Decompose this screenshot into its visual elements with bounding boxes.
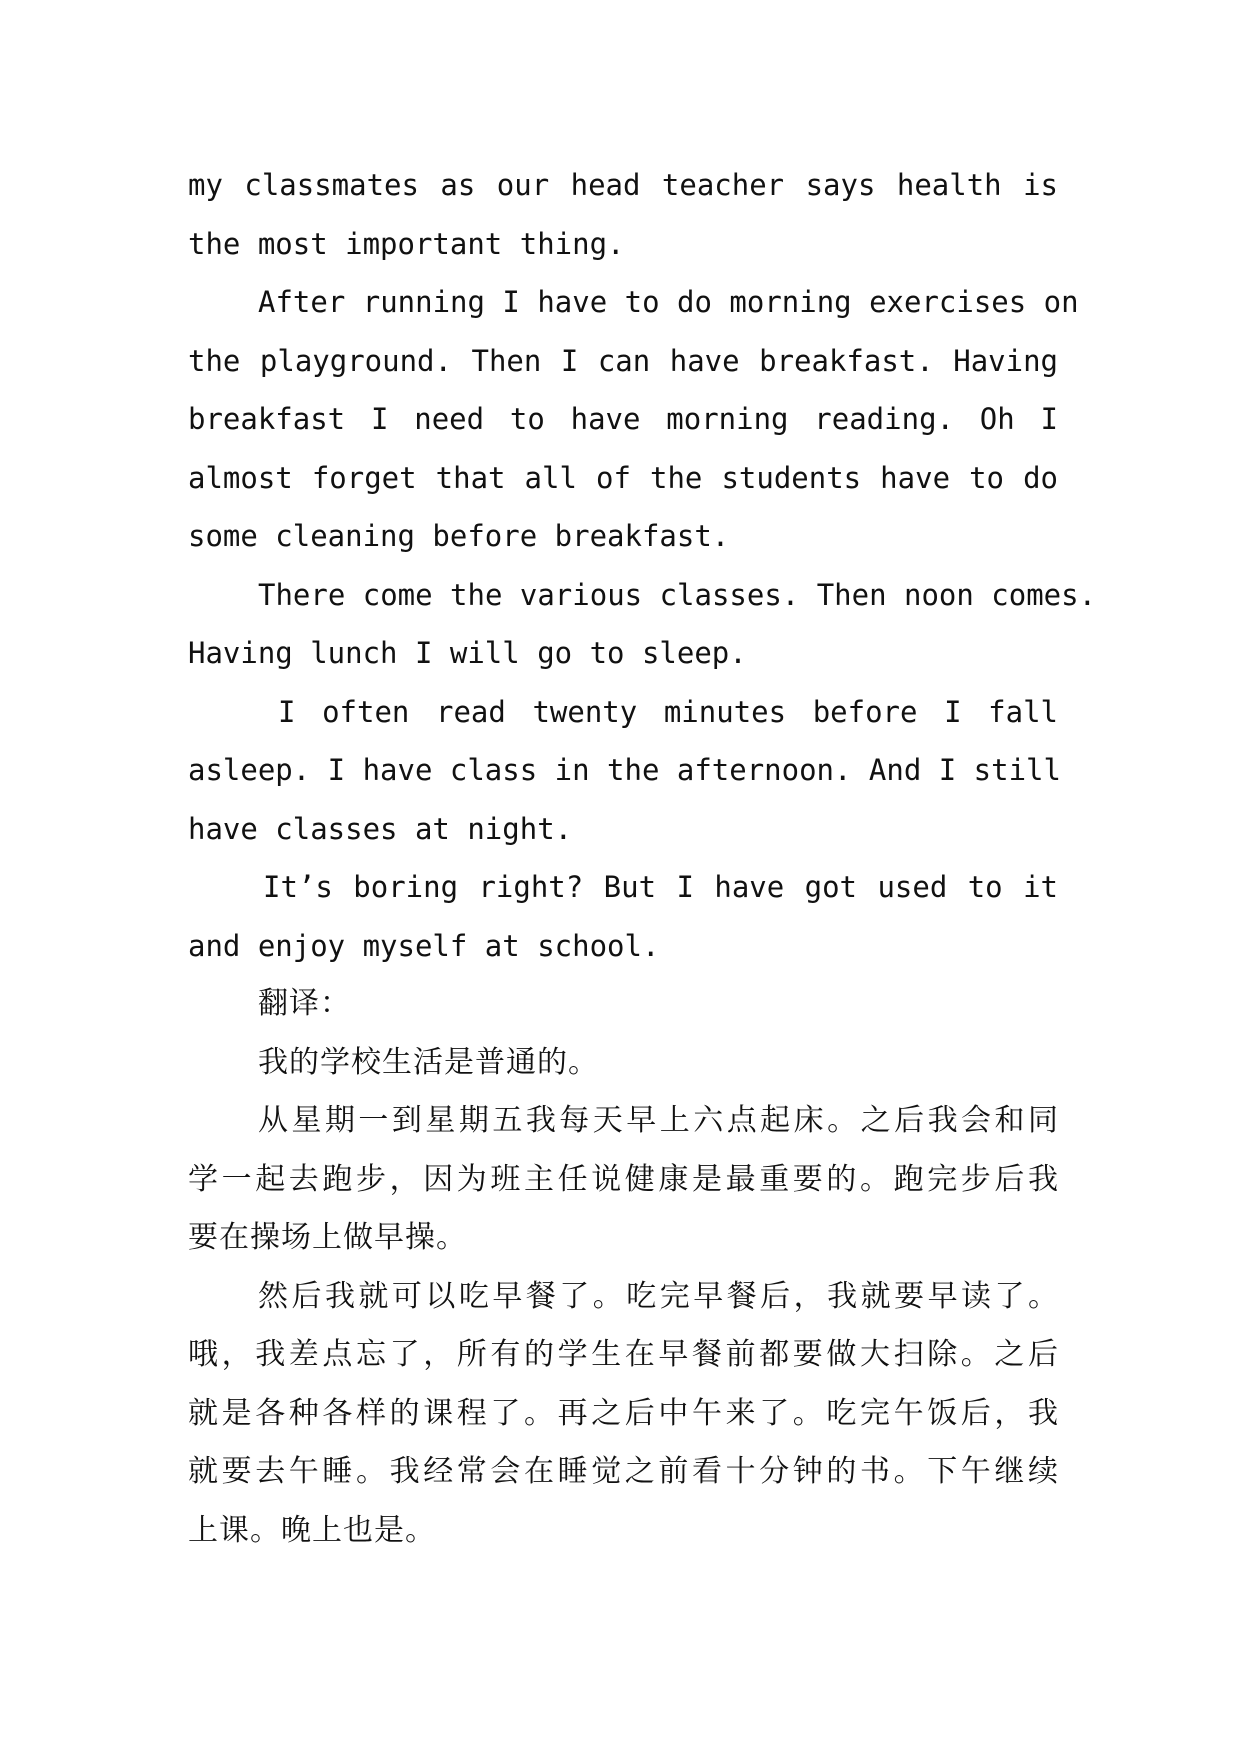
text-line: Having lunch I will go to sleep. <box>188 636 747 670</box>
text-line: almost forget that all of the students have to do <box>188 460 1058 495</box>
text-line: and enjoy myself at school. <box>188 928 660 963</box>
text-line: breakfast I need to have morning reading. Oh I <box>188 402 1058 436</box>
paragraph-start-line: I often read twenty minutes before I fall <box>278 694 1058 729</box>
paragraph-start-line: There come the various classes. Then noon comes. <box>258 577 1097 612</box>
text-line: asleep. I have class in the afternoon. And I still <box>188 753 1061 787</box>
paragraph-start-line: 然后我就可以吃早餐了。吃完早餐后，我就要早读了。 <box>258 1278 1058 1314</box>
text-line: some cleaning before breakfast. <box>188 519 730 553</box>
text-line: have classes at night. <box>188 811 573 846</box>
paragraph-start-line: 我的学校生活是普通的。 <box>258 1044 599 1080</box>
text-line: 哦，我差点忘了，所有的学生在早餐前都要做大扫除。之后 <box>188 1337 1058 1372</box>
paragraph-start-line: 从星期一到星期五我每天早上六点起床。之后我会和同 <box>258 1103 1058 1138</box>
text-line: the most important thing. <box>188 226 625 261</box>
text-line: 学一起去跑步，因为班主任说健康是最重要的。跑完步后我 <box>188 1161 1058 1197</box>
text-line: my classmates as our head teacher says health is <box>188 168 1058 202</box>
document-body <box>188 156 1097 1560</box>
text-line: 就要去午睡。我经常会在睡觉之前看十分钟的书。下午继续 <box>188 1454 1058 1489</box>
text-line: the playground. Then I can have breakfast. Having <box>188 343 1058 378</box>
text-line: 要在操场上做早操。 <box>188 1220 467 1255</box>
text-line: 上课。晚上也是。 <box>188 1512 436 1548</box>
text-line: 就是各种各样的课程了。再之后中午来了。吃完午饭后，我 <box>188 1395 1058 1431</box>
paragraph-start-line: After running I have to do morning exercises on <box>258 285 1079 319</box>
paragraph-start-line: It’s boring right? But I have got used to it <box>263 870 1058 904</box>
translation-heading: 翻译： <box>258 986 351 1021</box>
